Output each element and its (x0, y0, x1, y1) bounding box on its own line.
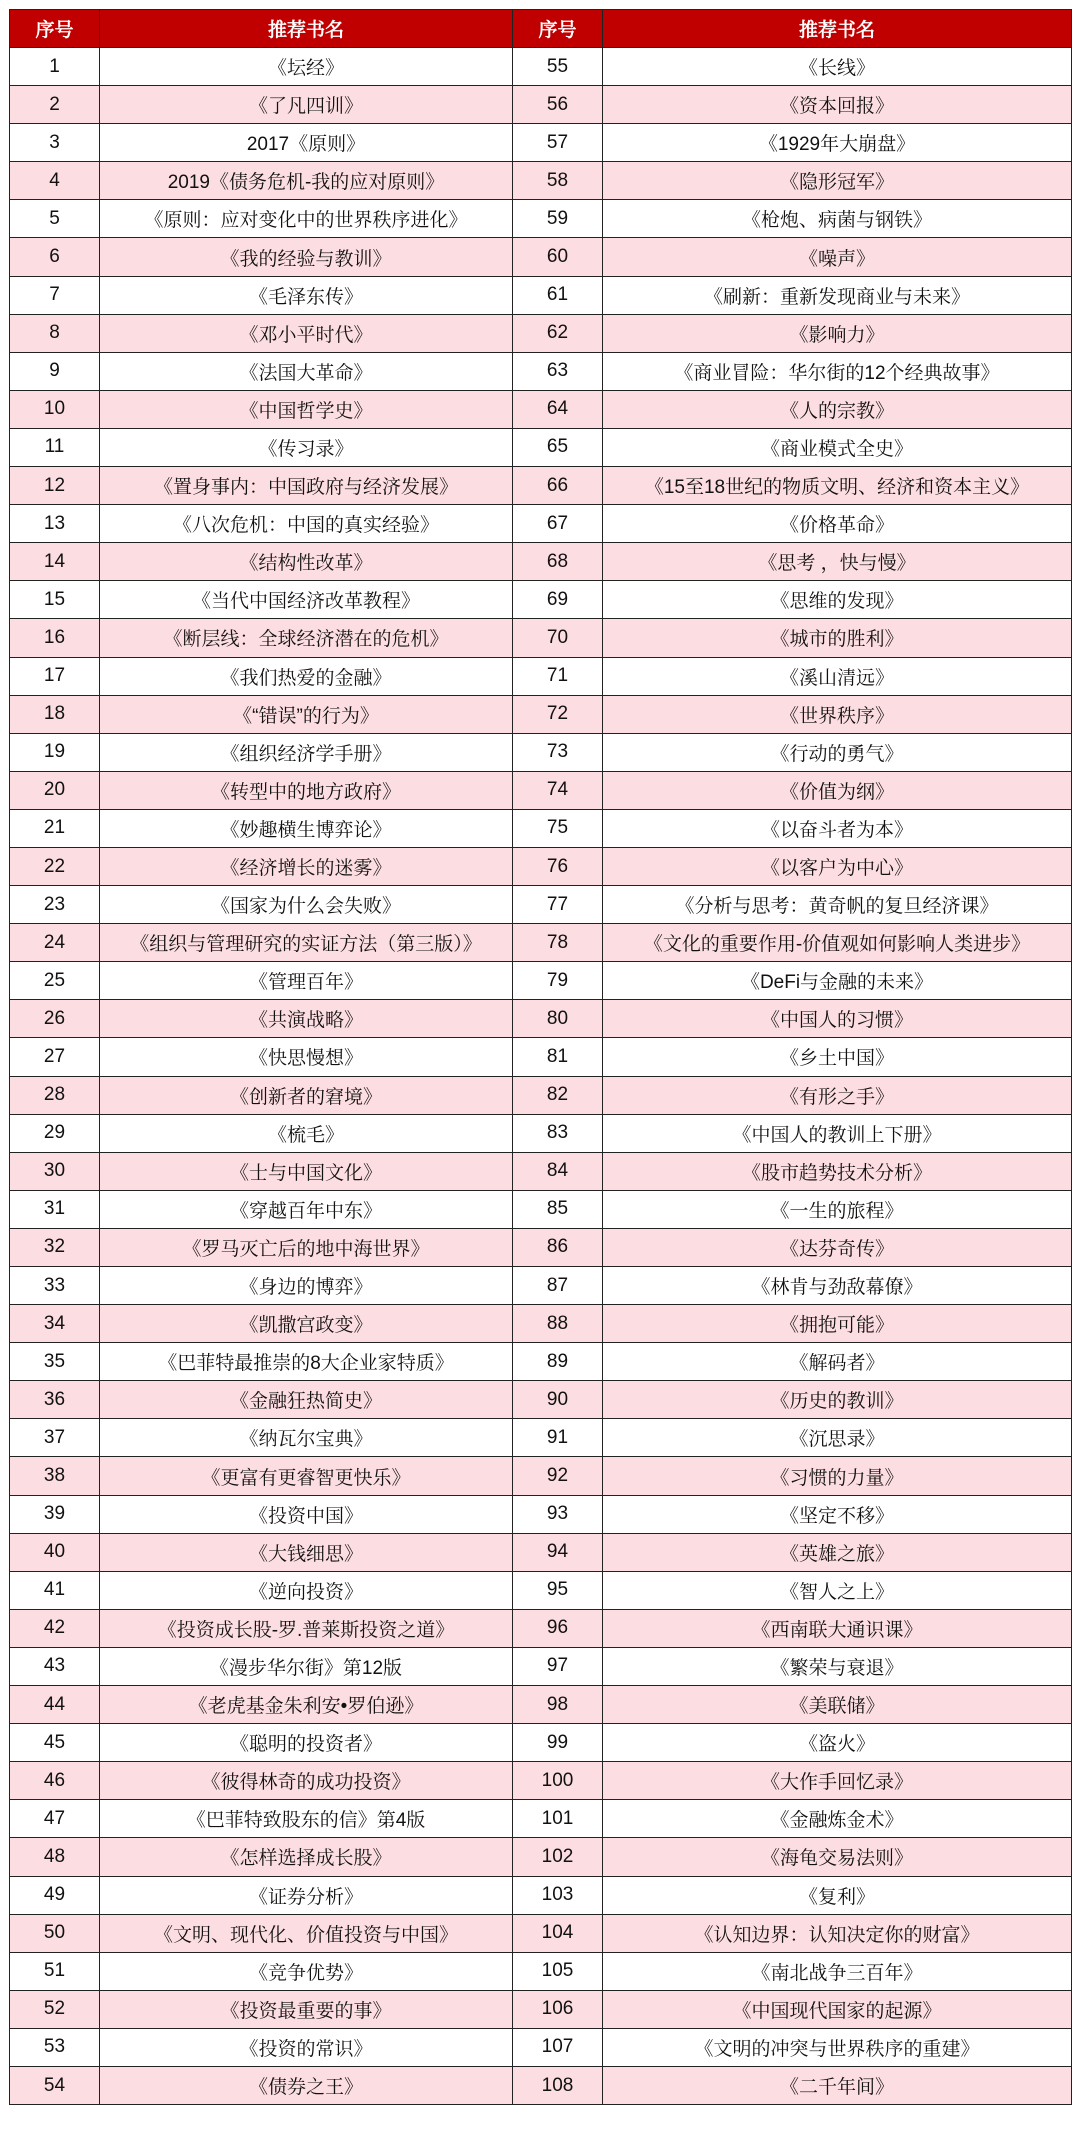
book-number-cell: 78 (513, 924, 603, 962)
book-number-cell: 104 (513, 1914, 603, 1952)
book-number-cell: 10 (10, 390, 100, 428)
table-row (10, 1267, 1072, 1305)
book-title-cell: 《证券分析》 (100, 1876, 513, 1914)
book-title-cell: 《海龟交易法则》 (603, 1838, 1072, 1876)
recommended-books-table (9, 9, 1072, 2105)
book-number-cell: 48 (10, 1838, 100, 1876)
book-title-cell: 《价格革命》 (603, 505, 1072, 543)
book-title-cell: 《原则：应对变化中的世界秩序进化》 (100, 200, 513, 238)
book-number-cell: 69 (513, 581, 603, 619)
book-number-cell: 107 (513, 2028, 603, 2066)
book-title-cell: 《“错误”的行为》 (100, 695, 513, 733)
book-title-cell: 《大作手回忆录》 (603, 1762, 1072, 1800)
book-number-cell: 72 (513, 695, 603, 733)
book-number-cell: 29 (10, 1114, 100, 1152)
table-row (10, 505, 1072, 543)
book-number-cell: 17 (10, 657, 100, 695)
book-title-cell: 《管理百年》 (100, 962, 513, 1000)
book-number-cell: 36 (10, 1381, 100, 1419)
book-number-cell: 86 (513, 1228, 603, 1266)
book-number-cell: 4 (10, 162, 100, 200)
book-number-cell: 101 (513, 1800, 603, 1838)
book-title-cell: 《债券之王》 (100, 2066, 513, 2104)
book-number-cell: 18 (10, 695, 100, 733)
book-number-cell: 14 (10, 543, 100, 581)
table-row (10, 1609, 1072, 1647)
table-row (10, 1800, 1072, 1838)
table-row (10, 1533, 1072, 1571)
book-title-cell: 《组织经济学手册》 (100, 733, 513, 771)
book-number-cell: 40 (10, 1533, 100, 1571)
book-title-cell: 《以客户为中心》 (603, 847, 1072, 885)
book-number-cell: 1 (10, 48, 100, 86)
book-number-cell: 12 (10, 467, 100, 505)
book-title-cell: 《中国人的习惯》 (603, 1000, 1072, 1038)
book-title-cell: 《资本回报》 (603, 86, 1072, 124)
book-number-cell: 70 (513, 619, 603, 657)
book-number-cell: 52 (10, 1990, 100, 2028)
book-title-cell: 《中国人的教训上下册》 (603, 1114, 1072, 1152)
book-number-cell: 102 (513, 1838, 603, 1876)
table-row (10, 86, 1072, 124)
book-title-cell: 《巴菲特致股东的信》第4版 (100, 1800, 513, 1838)
book-number-cell: 79 (513, 962, 603, 1000)
table-row (10, 390, 1072, 428)
book-title-cell: 《投资最重要的事》 (100, 1990, 513, 2028)
book-title-cell: 《刷新：重新发现商业与未来》 (603, 276, 1072, 314)
book-title-cell: 《行动的勇气》 (603, 733, 1072, 771)
book-number-cell: 41 (10, 1571, 100, 1609)
table-row (10, 48, 1072, 86)
book-title-cell: 《当代中国经济改革教程》 (100, 581, 513, 619)
book-title-cell: 《了凡四训》 (100, 86, 513, 124)
book-number-cell: 106 (513, 1990, 603, 2028)
book-title-cell: 《创新者的窘境》 (100, 1076, 513, 1114)
book-title-cell: 《坚定不移》 (603, 1495, 1072, 1533)
book-title-cell: 《士与中国文化》 (100, 1152, 513, 1190)
book-title-cell: 《投资的常识》 (100, 2028, 513, 2066)
book-number-cell: 98 (513, 1686, 603, 1724)
book-title-cell: 《价值为纲》 (603, 771, 1072, 809)
table-row (10, 1038, 1072, 1076)
table-row (10, 1190, 1072, 1228)
table-row (10, 2028, 1072, 2066)
book-title-cell: 《怎样选择成长股》 (100, 1838, 513, 1876)
book-title-cell: 《转型中的地方政府》 (100, 771, 513, 809)
book-number-cell: 16 (10, 619, 100, 657)
book-number-cell: 71 (513, 657, 603, 695)
table-row (10, 771, 1072, 809)
book-title-cell: 《分析与思考：黄奇帆的复旦经济课》 (603, 886, 1072, 924)
book-number-cell: 49 (10, 1876, 100, 1914)
book-title-cell: 《长线》 (603, 48, 1072, 86)
book-number-cell: 108 (513, 2066, 603, 2104)
book-title-cell: 《传习录》 (100, 428, 513, 466)
book-number-cell: 53 (10, 2028, 100, 2066)
book-number-cell: 96 (513, 1609, 603, 1647)
book-number-cell: 61 (513, 276, 603, 314)
table-row (10, 124, 1072, 162)
table-row (10, 1686, 1072, 1724)
book-title-cell: 《大钱细思》 (100, 1533, 513, 1571)
table-row (10, 1838, 1072, 1876)
book-title-cell: 《智人之上》 (603, 1571, 1072, 1609)
book-number-cell: 28 (10, 1076, 100, 1114)
table-row (10, 1000, 1072, 1038)
book-number-cell: 92 (513, 1457, 603, 1495)
table-row (10, 1343, 1072, 1381)
book-number-cell: 89 (513, 1343, 603, 1381)
book-number-cell: 55 (513, 48, 603, 86)
book-number-cell: 44 (10, 1686, 100, 1724)
book-number-cell: 19 (10, 733, 100, 771)
book-title-cell: 《英雄之旅》 (603, 1533, 1072, 1571)
table-row (10, 924, 1072, 962)
book-number-cell: 100 (513, 1762, 603, 1800)
book-title-cell: 《快思慢想》 (100, 1038, 513, 1076)
table-row (10, 847, 1072, 885)
book-number-cell: 34 (10, 1305, 100, 1343)
book-number-cell: 63 (513, 352, 603, 390)
book-title-cell: 《思维的发现》 (603, 581, 1072, 619)
book-title-cell: 《一生的旅程》 (603, 1190, 1072, 1228)
book-list-container (9, 9, 1071, 2143)
book-number-cell: 32 (10, 1228, 100, 1266)
table-row (10, 657, 1072, 695)
book-number-cell: 57 (513, 124, 603, 162)
book-title-cell: 《以奋斗者为本》 (603, 809, 1072, 847)
book-number-cell: 77 (513, 886, 603, 924)
book-number-cell: 73 (513, 733, 603, 771)
book-number-cell: 43 (10, 1647, 100, 1685)
book-number-cell: 62 (513, 314, 603, 352)
book-title-cell: 《人的宗教》 (603, 390, 1072, 428)
table-row (10, 1152, 1072, 1190)
book-title-cell: 《结构性改革》 (100, 543, 513, 581)
book-number-cell: 76 (513, 847, 603, 885)
book-number-cell: 7 (10, 276, 100, 314)
book-number-cell: 97 (513, 1647, 603, 1685)
book-number-cell: 45 (10, 1724, 100, 1762)
table-row (10, 962, 1072, 1000)
book-number-cell: 42 (10, 1609, 100, 1647)
book-title-cell: 《林肯与劲敌幕僚》 (603, 1267, 1072, 1305)
header-number-left: 序号 (10, 10, 100, 48)
book-title-cell: 《沉思录》 (603, 1419, 1072, 1457)
table-row (10, 886, 1072, 924)
header-title-right: 推荐书名 (603, 10, 1072, 48)
book-number-cell: 50 (10, 1914, 100, 1952)
book-title-cell: 《有形之手》 (603, 1076, 1072, 1114)
book-title-cell: 《噪声》 (603, 238, 1072, 276)
table-row (10, 543, 1072, 581)
book-title-cell: 《金融狂热简史》 (100, 1381, 513, 1419)
book-number-cell: 26 (10, 1000, 100, 1038)
book-number-cell: 9 (10, 352, 100, 390)
book-title-cell: 《文明、现代化、价值投资与中国》 (100, 1914, 513, 1952)
table-row (10, 162, 1072, 200)
book-number-cell: 94 (513, 1533, 603, 1571)
table-row (10, 1419, 1072, 1457)
book-number-cell: 74 (513, 771, 603, 809)
book-title-cell: 《复利》 (603, 1876, 1072, 1914)
book-number-cell: 31 (10, 1190, 100, 1228)
book-number-cell: 39 (10, 1495, 100, 1533)
book-title-cell: 《共演战略》 (100, 1000, 513, 1038)
book-title-cell: 《八次危机：中国的真实经验》 (100, 505, 513, 543)
table-row (10, 1990, 1072, 2028)
table-row (10, 1571, 1072, 1609)
book-number-cell: 99 (513, 1724, 603, 1762)
book-title-cell: 《穿越百年中东》 (100, 1190, 513, 1228)
book-number-cell: 91 (513, 1419, 603, 1457)
book-title-cell: 《15至18世纪的物质文明、经济和资本主义》 (603, 467, 1072, 505)
book-title-cell: 《DeFi与金融的未来》 (603, 962, 1072, 1000)
book-number-cell: 82 (513, 1076, 603, 1114)
book-number-cell: 90 (513, 1381, 603, 1419)
book-number-cell: 11 (10, 428, 100, 466)
book-number-cell: 87 (513, 1267, 603, 1305)
header-title-left: 推荐书名 (100, 10, 513, 48)
book-number-cell: 15 (10, 581, 100, 619)
book-title-cell: 《解码者》 (603, 1343, 1072, 1381)
book-number-cell: 38 (10, 1457, 100, 1495)
book-title-cell: 《城市的胜利》 (603, 619, 1072, 657)
table-row (10, 1952, 1072, 1990)
book-title-cell: 《隐形冠军》 (603, 162, 1072, 200)
book-title-cell: 《投资中国》 (100, 1495, 513, 1533)
book-number-cell: 88 (513, 1305, 603, 1343)
table-row (10, 238, 1072, 276)
book-number-cell: 58 (513, 162, 603, 200)
book-number-cell: 103 (513, 1876, 603, 1914)
book-number-cell: 30 (10, 1152, 100, 1190)
book-number-cell: 6 (10, 238, 100, 276)
book-title-cell: 《习惯的力量》 (603, 1457, 1072, 1495)
book-number-cell: 81 (513, 1038, 603, 1076)
table-row (10, 2066, 1072, 2104)
book-number-cell: 56 (513, 86, 603, 124)
book-title-cell: 《罗马灭亡后的地中海世界》 (100, 1228, 513, 1266)
book-number-cell: 33 (10, 1267, 100, 1305)
book-number-cell: 83 (513, 1114, 603, 1152)
book-title-cell: 《断层线：全球经济潜在的危机》 (100, 619, 513, 657)
book-title-cell: 《美联储》 (603, 1686, 1072, 1724)
book-title-cell: 《达芬奇传》 (603, 1228, 1072, 1266)
book-number-cell: 85 (513, 1190, 603, 1228)
book-title-cell: 《坛经》 (100, 48, 513, 86)
book-number-cell: 65 (513, 428, 603, 466)
table-row (10, 1114, 1072, 1152)
book-title-cell: 《世界秩序》 (603, 695, 1072, 733)
book-number-cell: 66 (513, 467, 603, 505)
table-row (10, 809, 1072, 847)
book-title-cell: 《漫步华尔街》第12版 (100, 1647, 513, 1685)
book-title-cell: 《二千年间》 (603, 2066, 1072, 2104)
book-number-cell: 21 (10, 809, 100, 847)
book-title-cell: 《梳毛》 (100, 1114, 513, 1152)
book-title-cell: 《纳瓦尔宝典》 (100, 1419, 513, 1457)
book-title-cell: 《置身事内：中国政府与经济发展》 (100, 467, 513, 505)
book-title-cell: 《股市趋势技术分析》 (603, 1152, 1072, 1190)
book-title-cell: 2017《原则》 (100, 124, 513, 162)
table-row (10, 314, 1072, 352)
book-number-cell: 27 (10, 1038, 100, 1076)
table-row (10, 733, 1072, 771)
book-number-cell: 2 (10, 86, 100, 124)
book-title-cell: 《身边的博弈》 (100, 1267, 513, 1305)
book-number-cell: 22 (10, 847, 100, 885)
book-title-cell: 《聪明的投资者》 (100, 1724, 513, 1762)
book-title-cell: 《组织与管理研究的实证方法（第三版）》 (100, 924, 513, 962)
book-title-cell: 《盗火》 (603, 1724, 1072, 1762)
book-title-cell: 《经济增长的迷雾》 (100, 847, 513, 885)
book-number-cell: 54 (10, 2066, 100, 2104)
table-row (10, 1495, 1072, 1533)
book-number-cell: 93 (513, 1495, 603, 1533)
book-number-cell: 24 (10, 924, 100, 962)
book-title-cell: 《西南联大通识课》 (603, 1609, 1072, 1647)
table-row (10, 1076, 1072, 1114)
book-title-cell: 《拥抱可能》 (603, 1305, 1072, 1343)
book-title-cell: 《更富有更睿智更快乐》 (100, 1457, 513, 1495)
book-number-cell: 105 (513, 1952, 603, 1990)
table-row (10, 1876, 1072, 1914)
table-row (10, 1228, 1072, 1266)
table-row (10, 619, 1072, 657)
book-title-cell: 《中国哲学史》 (100, 390, 513, 428)
book-title-cell: 《认知边界：认知决定你的财富》 (603, 1914, 1072, 1952)
table-row (10, 1305, 1072, 1343)
table-row (10, 1724, 1072, 1762)
book-title-cell: 《文化的重要作用-价值观如何影响人类进步》 (603, 924, 1072, 962)
table-row (10, 352, 1072, 390)
book-title-cell: 《凯撒宫政变》 (100, 1305, 513, 1343)
book-number-cell: 60 (513, 238, 603, 276)
table-row (10, 428, 1072, 466)
book-number-cell: 35 (10, 1343, 100, 1381)
table-row (10, 1762, 1072, 1800)
book-number-cell: 8 (10, 314, 100, 352)
book-title-cell: 《思考 ，快与慢》 (603, 543, 1072, 581)
book-number-cell: 20 (10, 771, 100, 809)
book-number-cell: 13 (10, 505, 100, 543)
book-title-cell: 《巴菲特最推崇的8大企业家特质》 (100, 1343, 513, 1381)
book-title-cell: 《商业冒险：华尔街的12个经典故事》 (603, 352, 1072, 390)
book-number-cell: 75 (513, 809, 603, 847)
book-number-cell: 3 (10, 124, 100, 162)
book-title-cell: 《中国现代国家的起源》 (603, 1990, 1072, 2028)
book-title-cell: 《邓小平时代》 (100, 314, 513, 352)
book-title-cell: 《竞争优势》 (100, 1952, 513, 1990)
book-title-cell: 《法国大革命》 (100, 352, 513, 390)
book-title-cell: 《商业模式全史》 (603, 428, 1072, 466)
book-title-cell: 《毛泽东传》 (100, 276, 513, 314)
table-row (10, 1381, 1072, 1419)
book-title-cell: 《乡土中国》 (603, 1038, 1072, 1076)
book-number-cell: 47 (10, 1800, 100, 1838)
book-title-cell: 《1929年大崩盘》 (603, 124, 1072, 162)
book-title-cell: 2019《债务危机-我的应对原则》 (100, 162, 513, 200)
table-body (10, 48, 1072, 2105)
book-title-cell: 《妙趣横生博弈论》 (100, 809, 513, 847)
book-title-cell: 《历史的教训》 (603, 1381, 1072, 1419)
table-row (10, 1457, 1072, 1495)
table-row (10, 581, 1072, 619)
book-number-cell: 84 (513, 1152, 603, 1190)
table-header-row (10, 10, 1072, 48)
book-number-cell: 95 (513, 1571, 603, 1609)
book-title-cell: 《繁荣与衰退》 (603, 1647, 1072, 1685)
book-title-cell: 《我的经验与教训》 (100, 238, 513, 276)
book-title-cell: 《老虎基金朱利安•罗伯逊》 (100, 1686, 513, 1724)
book-title-cell: 《彼得林奇的成功投资》 (100, 1762, 513, 1800)
book-number-cell: 23 (10, 886, 100, 924)
table-row (10, 695, 1072, 733)
table-row (10, 200, 1072, 238)
book-title-cell: 《溪山清远》 (603, 657, 1072, 695)
book-number-cell: 80 (513, 1000, 603, 1038)
book-title-cell: 《枪炮、病菌与钢铁》 (603, 200, 1072, 238)
book-title-cell: 《文明的冲突与世界秩序的重建》 (603, 2028, 1072, 2066)
book-number-cell: 59 (513, 200, 603, 238)
table-row (10, 467, 1072, 505)
book-title-cell: 《金融炼金术》 (603, 1800, 1072, 1838)
book-title-cell: 《逆向投资》 (100, 1571, 513, 1609)
book-title-cell: 《我们热爱的金融》 (100, 657, 513, 695)
book-title-cell: 《国家为什么会失败》 (100, 886, 513, 924)
book-number-cell: 46 (10, 1762, 100, 1800)
book-number-cell: 67 (513, 505, 603, 543)
book-title-cell: 《影响力》 (603, 314, 1072, 352)
table-row (10, 1647, 1072, 1685)
table-row (10, 276, 1072, 314)
book-number-cell: 25 (10, 962, 100, 1000)
book-number-cell: 5 (10, 200, 100, 238)
table-row (10, 1914, 1072, 1952)
book-number-cell: 64 (513, 390, 603, 428)
book-number-cell: 68 (513, 543, 603, 581)
header-number-right: 序号 (513, 10, 603, 48)
book-number-cell: 37 (10, 1419, 100, 1457)
book-number-cell: 51 (10, 1952, 100, 1990)
book-title-cell: 《投资成长股-罗.普莱斯投资之道》 (100, 1609, 513, 1647)
book-title-cell: 《南北战争三百年》 (603, 1952, 1072, 1990)
